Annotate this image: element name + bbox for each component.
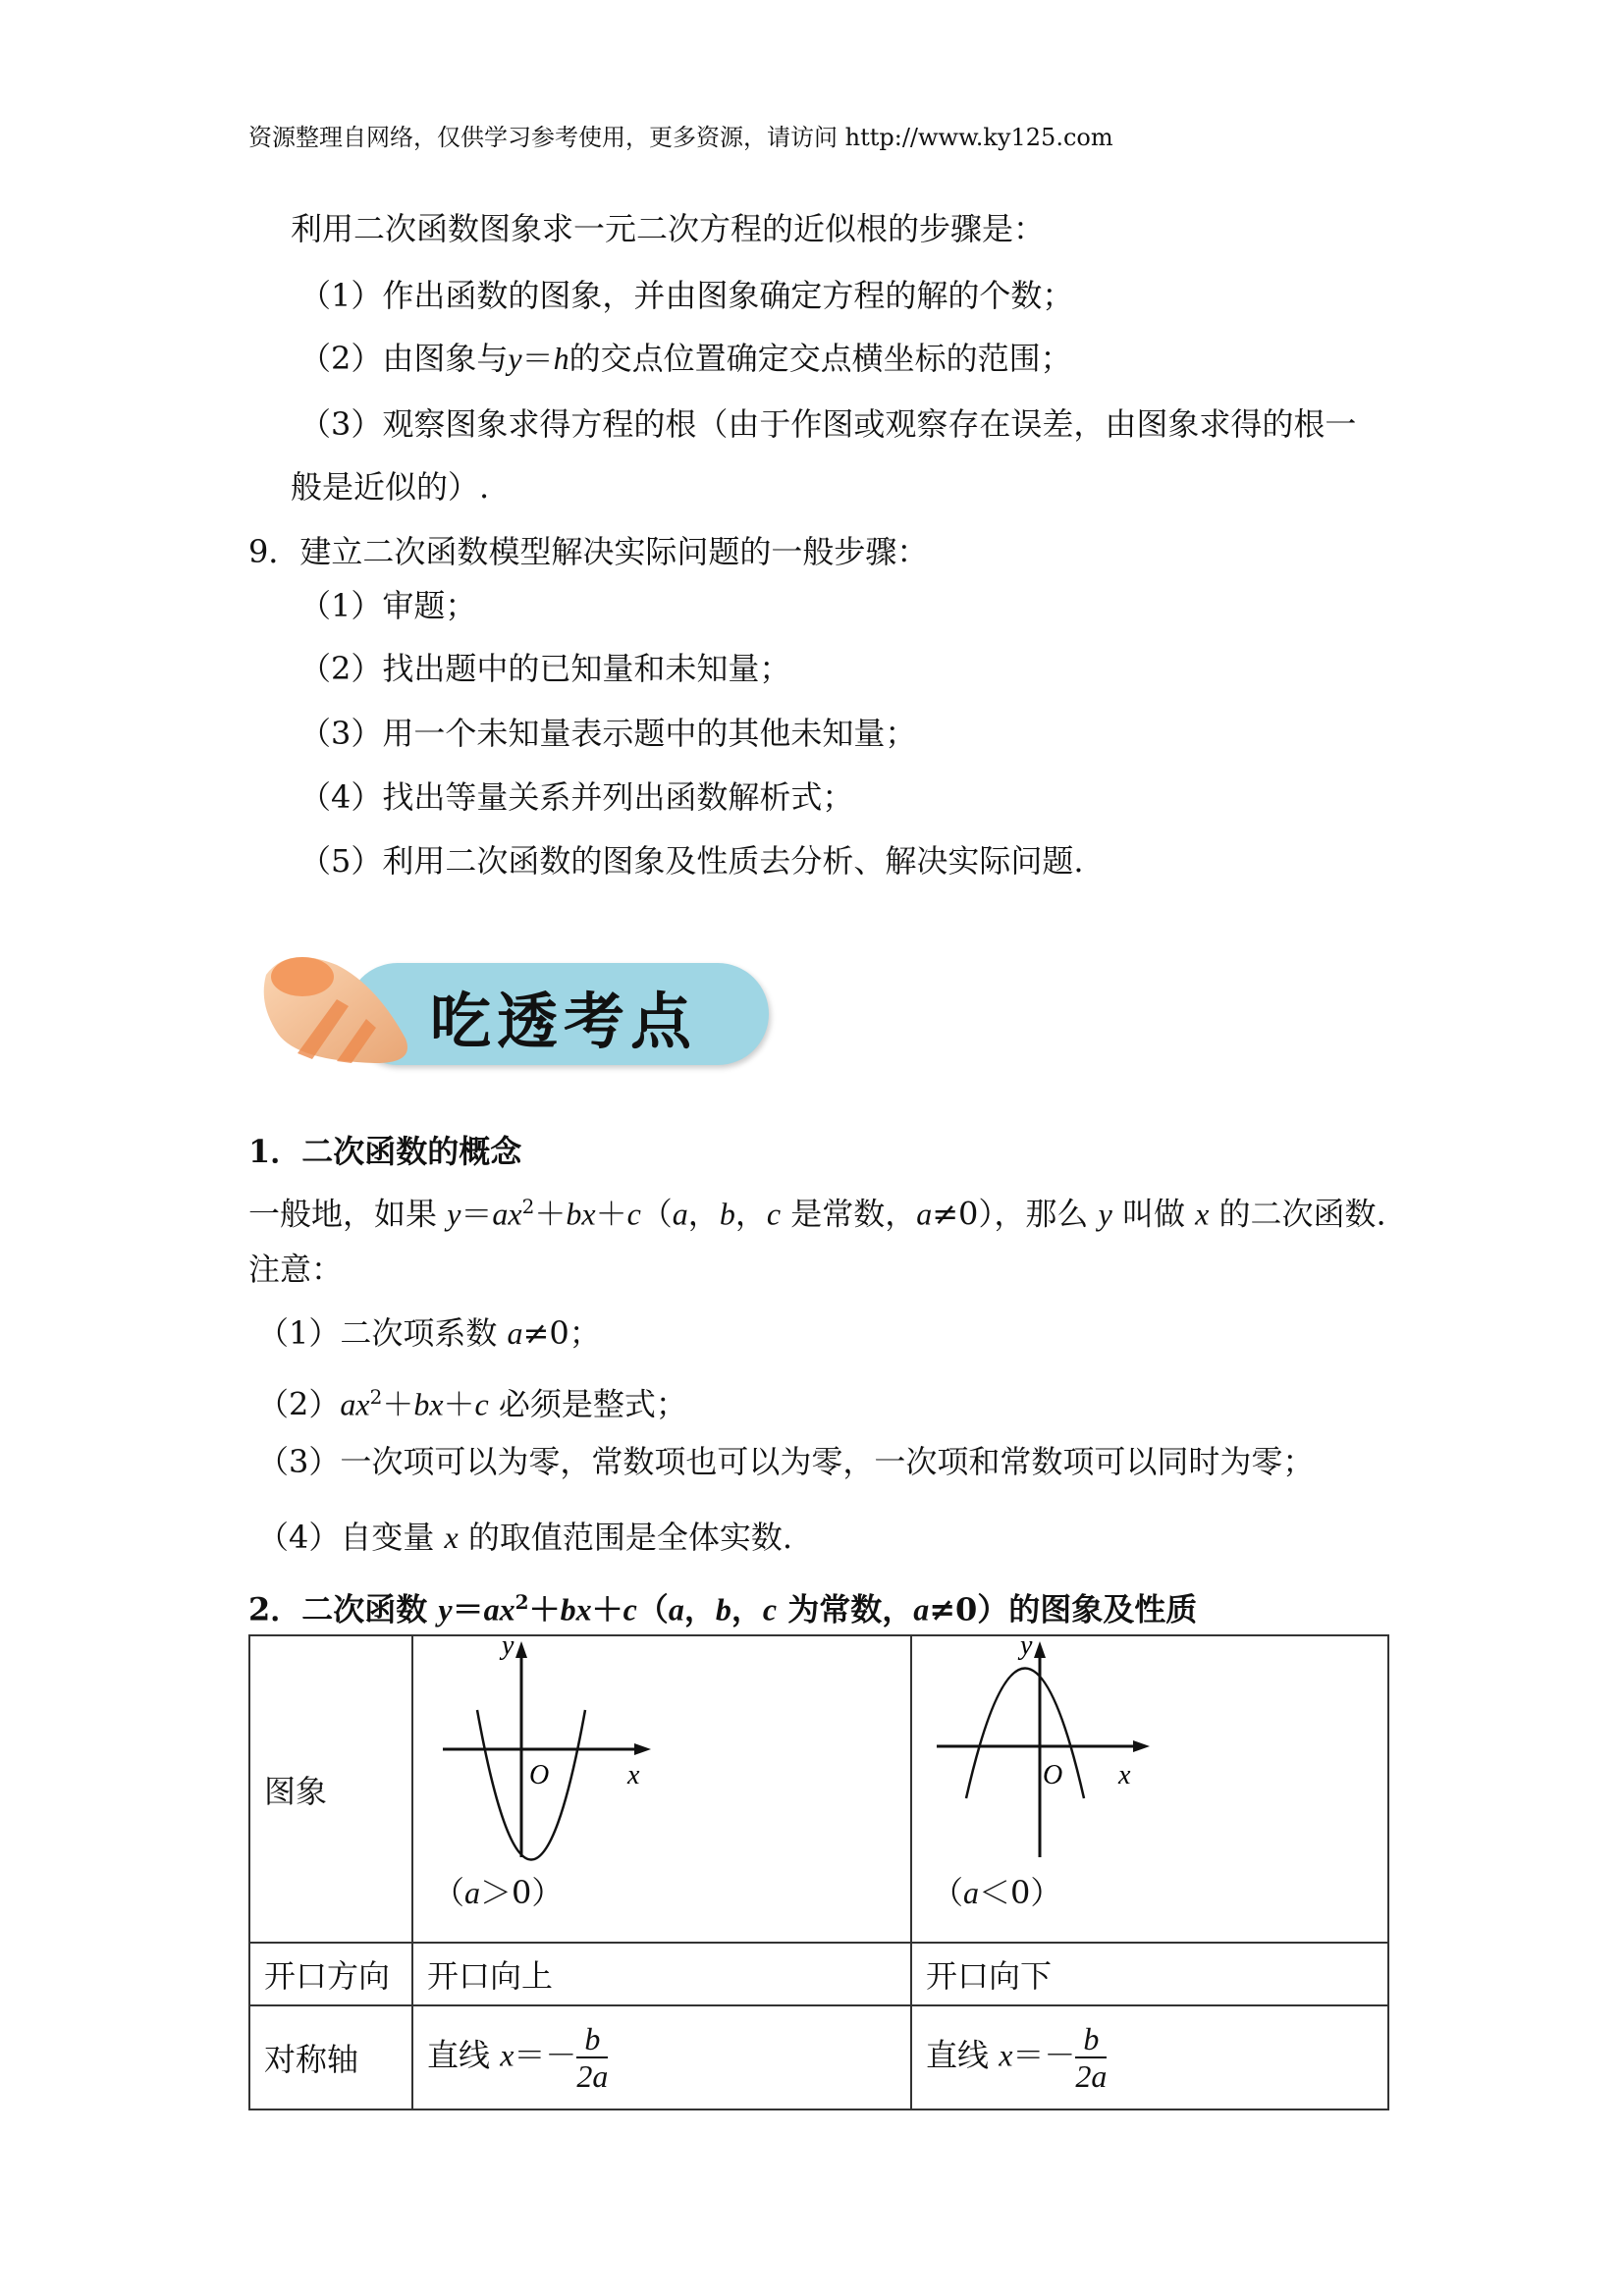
opening-up: 开口向上 — [412, 1943, 911, 2005]
step8-2: （2）由图象与y＝h的交点位置确定交点横坐标的范围； — [299, 340, 1072, 377]
note-label: 注意： — [248, 1251, 344, 1288]
parabola-down-graph — [922, 1636, 1158, 1872]
intro-text: 利用二次函数图象求一元二次方程的近似根的步骤是： — [291, 210, 1046, 247]
shell-icon — [258, 945, 425, 1070]
note-3: （3）一次项可以为零，常数项也可以为零，一次项和常数项可以同时为零； — [257, 1443, 1315, 1480]
s1-title: 1．二次函数的概念 — [248, 1133, 522, 1170]
section-banner — [258, 945, 769, 1070]
step9-5: （5）利用二次函数的图象及性质去分析、解决实际问题. — [299, 842, 1084, 880]
table-row — [249, 1943, 1388, 2005]
note-4: （4）自变量 x 的取值范围是全体实数. — [257, 1519, 793, 1556]
opening-down: 开口向下 — [911, 1943, 1388, 2005]
step9-1: （1）审题； — [299, 587, 477, 624]
note-2: $(2)ax^2+bx+c$ 必须是整式； — [257, 1385, 687, 1423]
note-1: （1）二次项系数 a≠0； — [257, 1314, 601, 1352]
table-row — [249, 1635, 1388, 1943]
axis-formula-up: 直线 x＝－ $\frac{b}{2a}$ — [412, 2005, 911, 2109]
step8-1: （1）作出函数的图象，并由图象确定方程的解的个数； — [299, 277, 1074, 314]
x-axis-label: x — [1118, 1760, 1131, 1790]
step9-3: （3）用一个未知量表示题中的其他未知量； — [299, 715, 917, 752]
y-axis-label: y — [1020, 1636, 1033, 1661]
graph-up-cell — [412, 1635, 911, 1943]
caption-a-negative: （a＜0） — [932, 1874, 1062, 1911]
y-axis-label: y — [502, 1636, 514, 1661]
graph-down-cell — [911, 1635, 1388, 1943]
x-axis-label: x — [627, 1760, 640, 1790]
row-label-opening: 开口方向 — [249, 1943, 412, 2005]
caption-a-positive: （a＞0） — [433, 1874, 564, 1911]
origin-label: O — [529, 1760, 550, 1790]
axis-formula-down: 直线 x＝－ $\frac{b}{2a}$ — [911, 2005, 1388, 2109]
item9-heading: 9．建立二次函数模型解决实际问题的一般步骤： — [248, 533, 929, 570]
table-row — [249, 2005, 1388, 2109]
s1-definition: 一般地，如果 $y=ax^2+bx+c(a$，b，c 是常数，a≠0），那么 y 叫做 x 的二次函数. — [248, 1195, 1386, 1233]
step8-3-cont: 般是近似的）. — [291, 468, 490, 506]
step9-2: （2）找出题中的已知量和未知量； — [299, 650, 791, 687]
row-label-graph: 图象 — [249, 1635, 412, 1943]
step8-3: （3）观察图象求得方程的根（由于作图或观察存在误差，由图象求得的根一 — [299, 405, 1357, 443]
s2-title: 2．二次函数 $y=ax^2+bx+c(a$，b，c 为常数，a≠0）的图象及性质 — [248, 1590, 1198, 1629]
banner-title: 吃透考点 — [430, 986, 698, 1057]
parabola-up-graph — [423, 1636, 659, 1872]
page-header: 资源整理自网络，仅供学习参考使用，更多资源，请访问 http://www.ky125.com — [248, 124, 1113, 151]
properties-table — [248, 1634, 1389, 2110]
row-label-axis: 对称轴 — [249, 2005, 412, 2109]
origin-label: O — [1043, 1760, 1063, 1790]
step9-4: （4）找出等量关系并列出函数解析式； — [299, 778, 854, 816]
